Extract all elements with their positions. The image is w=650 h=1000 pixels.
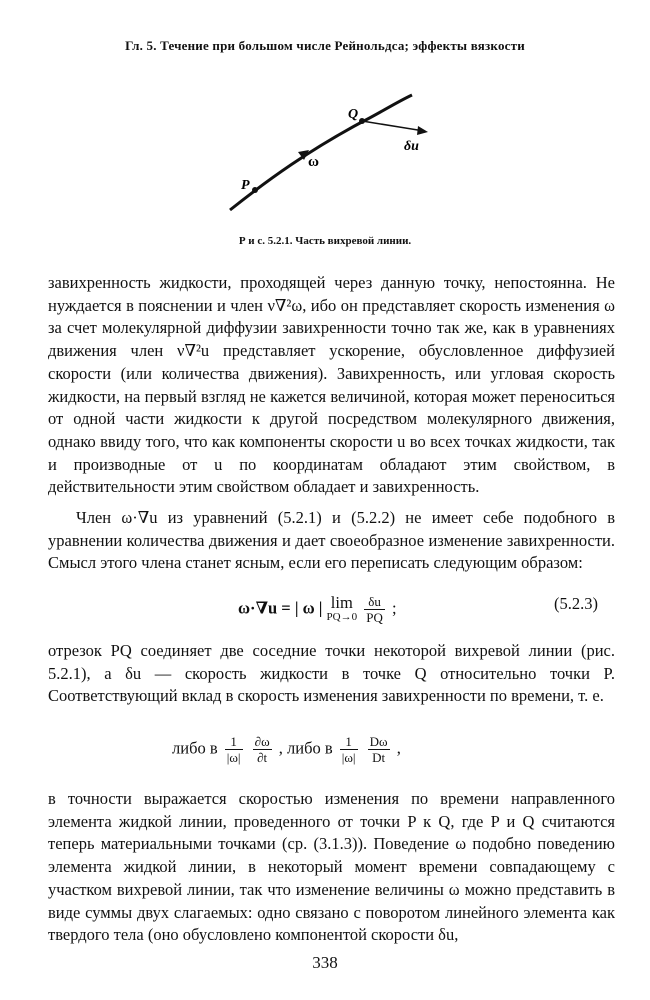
vortex-line-figure <box>200 88 460 223</box>
eq2-frac2-num: ∂ω <box>254 734 270 749</box>
eq2-frac4-num: Dω <box>369 734 388 749</box>
label-du: δu <box>404 139 419 154</box>
eq2-frac1 <box>225 734 243 765</box>
vortex-line-diagram <box>200 88 460 223</box>
eq2-frac1-den: |ω| <box>226 750 241 765</box>
equation-5-2-3 <box>0 592 650 632</box>
du-arrowhead <box>417 126 428 135</box>
equation-5-2-3-formula <box>238 594 397 625</box>
paragraph-2-text: Член ω·∇u из уравнений (5.2.1) и (5.2.2) не имеет себе подобного в уравнении количества движения и дает своеобразное изменение завихренности. Смысл этого члена станет ясным, если его переписать следующим образом: <box>48 508 615 573</box>
eq2-frac3-den: |ω| <box>341 750 356 765</box>
label-Q: Q <box>348 107 359 122</box>
du-vector-line <box>362 121 424 131</box>
eq2-word2: , либо в <box>278 738 333 758</box>
paragraph-4-text: в точности выражается скоростью изменения по времени направленного элемента жидкой линии, проведенного от точки P к Q, где P и Q считаются теперь материальными точками (ср. (3.1.3)). Поведение ω подобно поведению элемента жидкой линии, в некоторый момент времени совпадающему с участком вихревой линии, так что изменение величины ω можно представить в виде суммы двух слагаемых: одно связано с поворотом линейного элемента как твердого тела (оно обусловлено компонентой скорости δu, <box>48 789 615 945</box>
eq1-numerator: δu <box>364 594 385 610</box>
paragraph-3-text: отрезок PQ соединяет две соседние точки некоторой вихревой линии (рис. 5.2.1), а δu — скорость жидкости в точке Q относительно точки P. Соответствующий вклад в скорость изменения завихренности по времени, т. е. <box>48 641 615 706</box>
running-header: Гл. 5. Течение при большом числе Рейнольдса; эффекты вязкости <box>125 38 525 53</box>
page-number: 338 <box>312 953 338 972</box>
eq1-lhs: ω·∇u = | ω | <box>238 598 323 618</box>
eq2-frac1-num: 1 <box>225 734 243 750</box>
label-P: P <box>241 178 250 193</box>
equation-number: (5.2.3) <box>554 594 598 613</box>
figure-caption: Р и с. 5.2.1. Часть вихревой линии. <box>238 235 412 247</box>
eq1-limit <box>326 592 358 624</box>
eq2-tail: , <box>396 738 401 758</box>
paragraph-2 <box>48 507 615 575</box>
eq2-frac2-den: ∂t <box>257 750 268 765</box>
eq1-lim-word: lim <box>330 592 353 612</box>
label-omega: ω <box>308 154 319 170</box>
paragraph-3 <box>48 640 615 708</box>
eq1-tail: ; <box>391 598 397 618</box>
point-P-marker <box>252 187 258 193</box>
eq2-frac3-num: 1 <box>340 734 358 750</box>
vortex-line-curve <box>230 95 412 210</box>
eq1-denominator: PQ <box>366 610 383 625</box>
eq2-frac4-den: Dt <box>372 750 386 765</box>
eq1-lim-sub: PQ→0 <box>326 610 358 623</box>
eq2-word1: либо в <box>172 738 218 758</box>
eq1-fraction <box>364 594 385 625</box>
eq2-frac4 <box>368 734 390 765</box>
paragraph-1-text: завихренность жидкости, проходящей через данную точку, непостоянна. Не нуждается в пояснении и член ν∇²ω, ибо он представляет скорость изменения ω за счет молекулярной диффузии завихренности точно так же, как в уравнениях движения член ν∇²u представляет ускорение, обусловленное диффузией скорости (или количества движения). Завихренность, или угловая скорость жидкости, на первый взгляд не кажется величиной, которая может переноситься от одной части жидкости к другой посредством молекулярного движения, однако ввиду того, что как компоненты скорости u во всех точках жидкости, так и производные от u по координатам обладают этим свойством, в действительности этим свойством обладает и завихренность. <box>48 273 615 497</box>
paragraph-1 <box>48 272 615 499</box>
inline-equation-either-or <box>172 734 401 765</box>
paragraph-4 <box>48 788 615 947</box>
eq2-frac2 <box>253 734 272 765</box>
eq2-frac3 <box>340 734 358 765</box>
